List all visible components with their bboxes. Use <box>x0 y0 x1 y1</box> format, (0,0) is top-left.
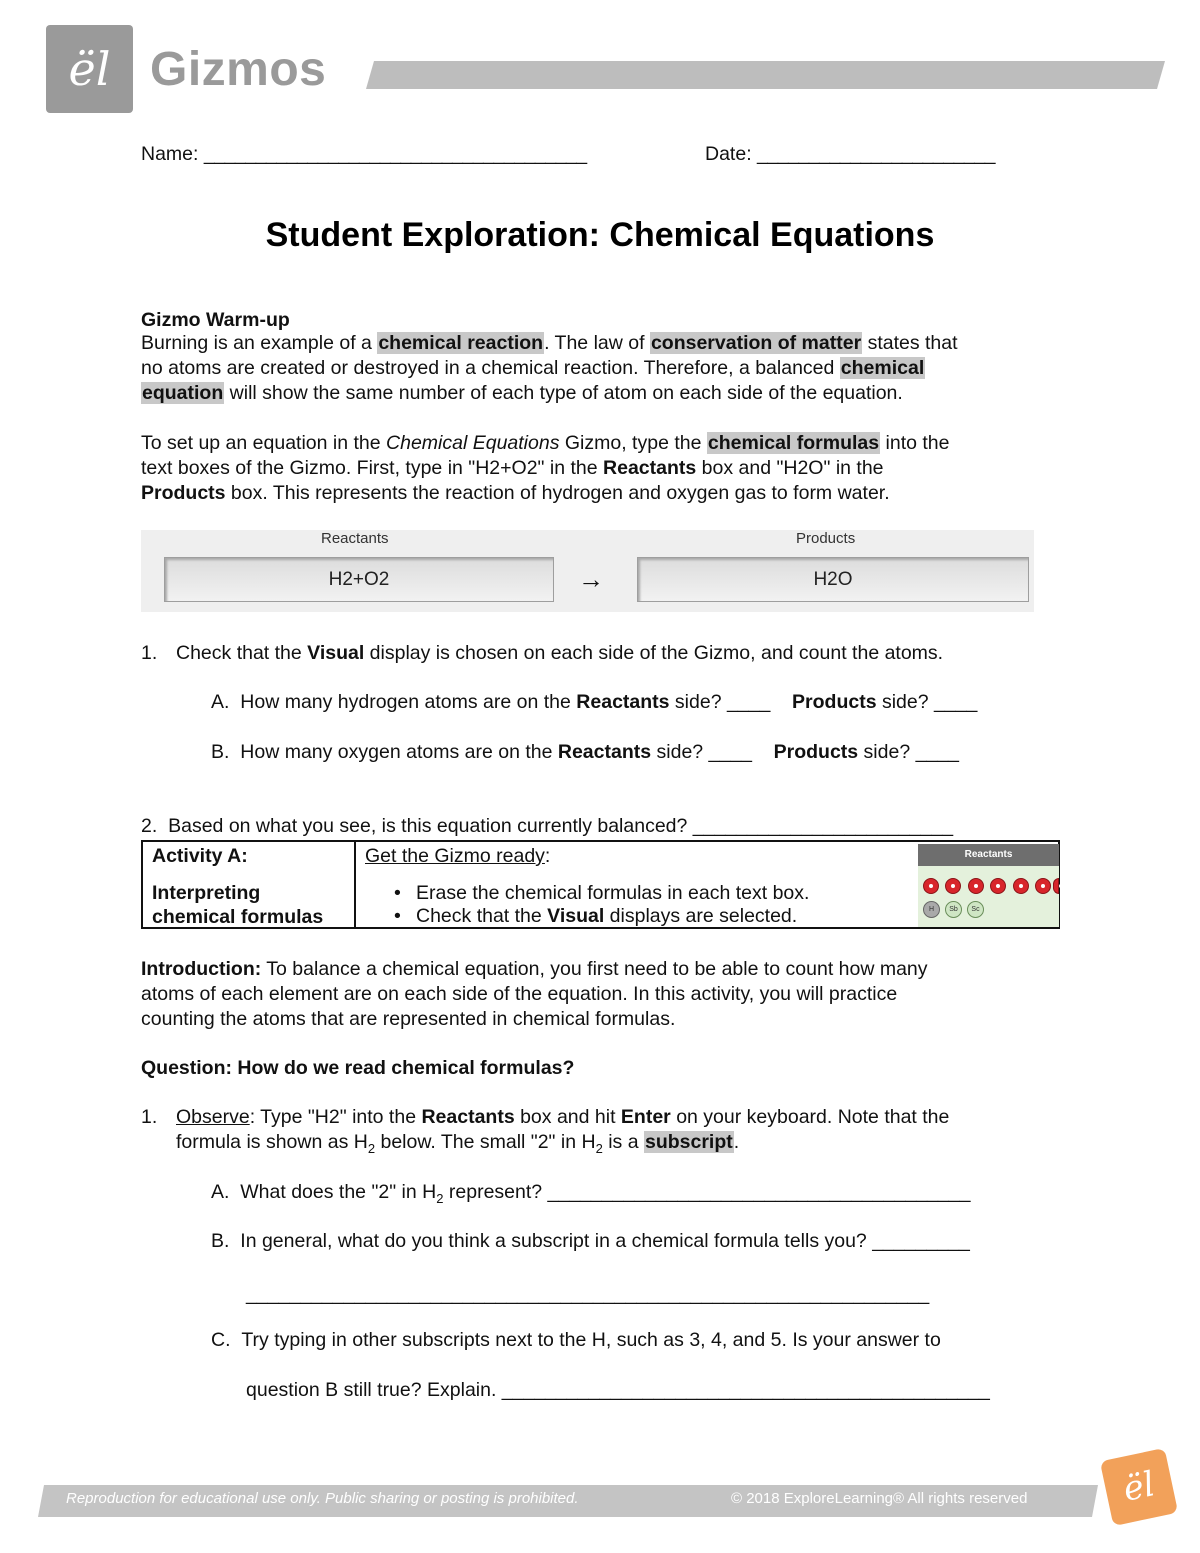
activity-a-table <box>141 840 1060 929</box>
gizmo-equation-panel <box>141 530 1034 612</box>
products-input[interactable]: H2O <box>637 557 1029 602</box>
reactants-thumbnail <box>918 844 1059 927</box>
answer-line-c[interactable]: question B still true? Explain. _____________________________________________ <box>246 1379 990 1401</box>
header-bar <box>366 61 1165 89</box>
term-chemical-formulas: chemical formulas <box>707 432 880 454</box>
observe-question-b[interactable]: B. In general, what do you think a subscript in a chemical formula tells you? _________ <box>211 1230 970 1252</box>
footer-copyright: © 2018 ExploreLearning® All rights reserved <box>731 1490 1028 1507</box>
question-1b[interactable]: B. How many oxygen atoms are on the Reactants side? ____ Products side? ____ <box>211 741 959 763</box>
date-field[interactable] <box>705 142 995 167</box>
question-1: 1. <box>141 642 158 664</box>
products-label: Products <box>796 530 856 547</box>
answer-line-b[interactable]: _______________________________________________________________ <box>246 1283 930 1305</box>
activity-subtitle-2: chemical formulas <box>152 906 324 928</box>
logo-text: ël <box>68 42 111 96</box>
table-divider <box>354 842 356 927</box>
term-subscript: subscript <box>644 1131 733 1153</box>
oxygen-atom-icon <box>1035 878 1051 894</box>
thumbnail-header: Reactants <box>918 844 1059 866</box>
warmup-heading: Gizmo Warm-up <box>141 309 290 331</box>
bullet-visual: • Check that the Visual displays are selected. <box>416 905 797 927</box>
oxygen-atom-icon <box>923 878 939 894</box>
activity-subtitle-1: Interpreting <box>152 882 261 904</box>
term-chemical-equation: chemical <box>840 357 925 379</box>
oxygen-atom-icon <box>968 878 984 894</box>
arrow-icon: → <box>578 564 604 594</box>
explorelearning-footer-logo: ël <box>1100 1448 1178 1526</box>
explorelearning-logo <box>46 25 133 113</box>
introduction: Introduction: To balance a chemical equation, you first need to be able to count how many atoms of each element are on each side of the equation. In this activity, you will practice counting the atoms that are represented in chemical formulas. <box>141 958 928 1030</box>
reactants-input[interactable]: H2+O2 <box>164 557 554 602</box>
brand-name: Gizmos <box>150 43 327 96</box>
oxygen-atom-icon <box>945 878 961 894</box>
warmup-paragraph-2: To set up an equation in the Chemical Equations Gizmo, type the chemical formulas into the text boxes of the Gizmo. First, type in "H2+O2" in the Reactants box and "H2O" in the Products box. This represents the reaction of hydrogen and oxygen gas to form water. <box>141 432 950 504</box>
question-1-text: Check that the Visual display is chosen on each side of the Gizmo, and count the atoms. <box>176 642 944 664</box>
question-heading: Question: How do we read chemical formulas? <box>141 1057 575 1079</box>
atom-sc-icon: Sc <box>967 901 984 918</box>
term-chemical-reaction: chemical reaction <box>378 332 544 354</box>
bullet-erase: • Erase the chemical formulas in each text box. <box>416 881 809 906</box>
term-conservation-of-matter: conservation of matter <box>650 332 862 354</box>
name-blank[interactable]: _____________________________________ <box>203 143 587 165</box>
reactants-label: Reactants <box>321 530 389 547</box>
page-title: Student Exploration: Chemical Equations <box>265 216 935 254</box>
activity-label: Activity A: <box>152 845 248 867</box>
observe-number: 1. <box>141 1106 158 1128</box>
atom-h-icon: H <box>923 901 940 918</box>
footer-disclaimer: Reproduction for educational use only. Public sharing or posting is prohibited. <box>66 1490 579 1507</box>
warmup-paragraph-1: Burning is an example of a chemical reaction. The law of conservation of matter states that no atoms are created or destroyed in a chemical reaction. Therefore, a balanced chemical equation will show the same number of each type of atom on each side of the equation. <box>141 332 958 404</box>
observe-question-a[interactable]: A. What does the "2" in $H_2$ represent? _______________________________________ <box>211 1181 971 1206</box>
question-2[interactable]: 2. Based on what you see, is this equation currently balanced? ________________________ <box>141 815 954 837</box>
date-blank[interactable]: _______________________ <box>757 143 995 165</box>
observe-question-c[interactable]: C. Try typing in other subscripts next to the H, such as 3, 4, and 5. Is your answer to <box>211 1329 941 1351</box>
name-label: Name: <box>141 143 204 165</box>
oxygen-atom-icon <box>990 878 1006 894</box>
observe-question: Observe: Type "H2" into the Reactants box and hit Enter on your keyboard. Note that the formula is shown as $H_2$ below. The small "2" in $H_2$ is a subscript. <box>176 1106 950 1156</box>
date-label: Date: <box>705 143 758 165</box>
oxygen-atom-icon <box>1013 878 1029 894</box>
oxygen-atom-icon <box>1053 878 1059 894</box>
name-field[interactable] <box>141 142 587 167</box>
get-ready-heading: Get the Gizmo ready: <box>365 845 551 867</box>
question-1a[interactable]: A. How many hydrogen atoms are on the Reactants side? ____ Products side? ____ <box>211 691 978 713</box>
atom-sb-icon: Sb <box>945 901 962 918</box>
